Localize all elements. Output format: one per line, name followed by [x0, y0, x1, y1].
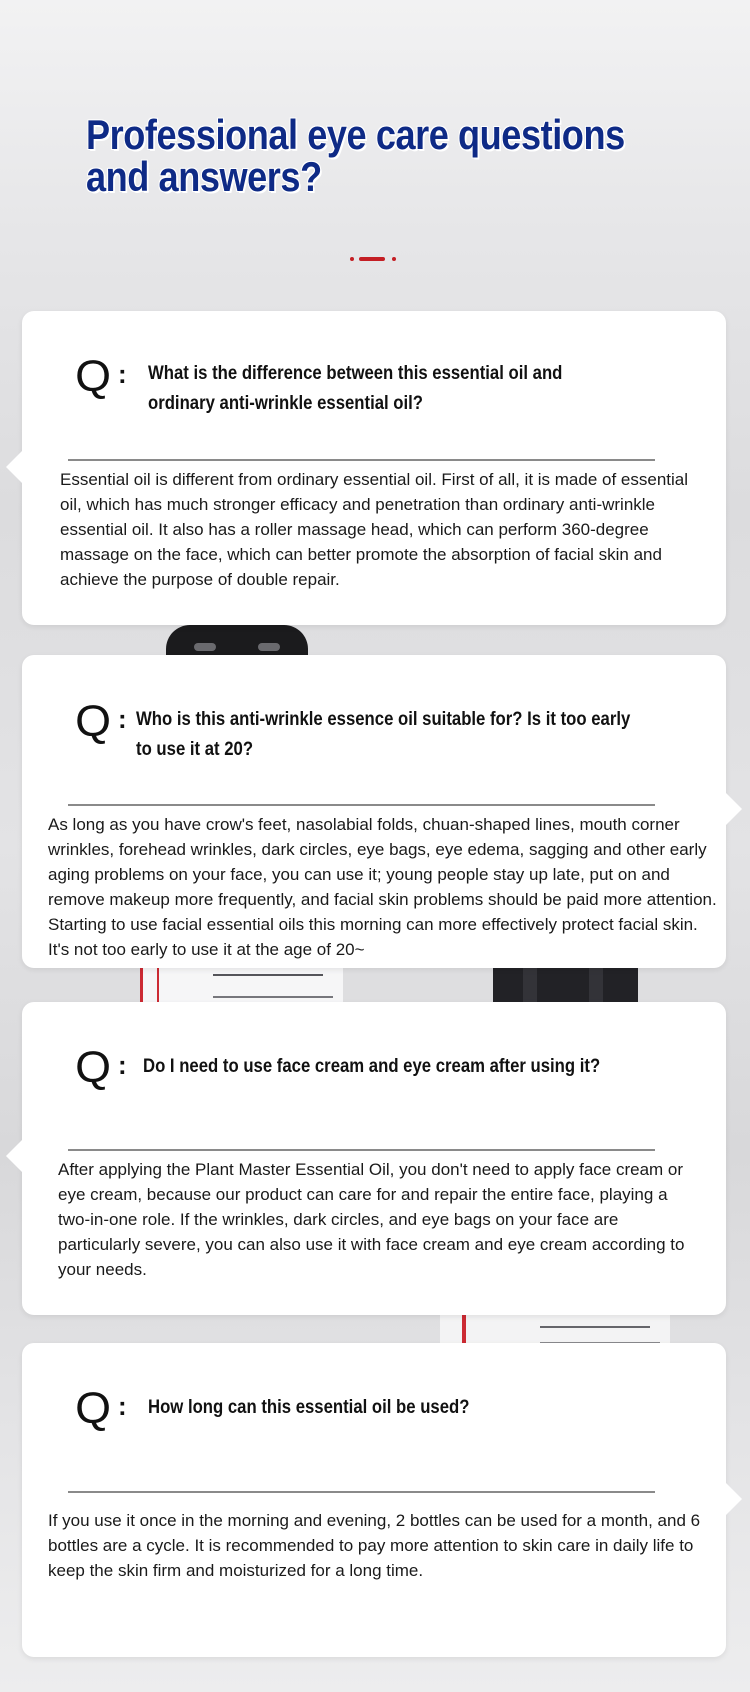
- card-pointer: [6, 451, 22, 483]
- q-icon: Q: [75, 1043, 112, 1092]
- q-colon: :: [118, 359, 127, 389]
- card-pointer: [6, 1140, 22, 1172]
- divider: [68, 1491, 655, 1493]
- answer-text: As long as you have crow's feet, nasolabial folds, chuan-shaped lines, mouth corner wrinkles, forehead wrinkles, dark circles, eye bags, eye edema, sagging and other early aging problems on your face, you can use it; young people stay up late, put on and remove makeup more frequently, and facial skin problems should be paid more attention. Starting to use facial essential oils this morning can more effectively protect facial skin. It's not too early to use it at the age of 20~: [48, 815, 717, 959]
- page-title: Professional eye care questions and answers?: [86, 111, 625, 200]
- divider: [68, 1149, 655, 1151]
- question-text: What is the difference between this essential oil and ordinary anti-wrinkle essential oil?: [148, 363, 563, 414]
- answer-text: After applying the Plant Master Essential Oil, you don't need to apply face cream or eye cream, because our product can care for and repair the entire face, playing a two-in-one role. If the wrinkles, dark circles, and eye bags on your face are particularly severe, you can also use it with face cream and eye cream according to your needs.: [58, 1160, 685, 1279]
- q-icon: Q: [75, 352, 112, 401]
- answer-text: Essential oil is different from ordinary essential oil. First of all, it is made of essential oil, which has much stronger efficacy and penetration than ordinary anti-wrinkle essential oil. It also has a roller massage head, which can perform 360-degree massage on the face, which can better promote the absorption of facial skin and achieve the purpose of double repair.: [60, 470, 689, 589]
- q-colon: :: [118, 1391, 127, 1421]
- title-divider: [350, 257, 396, 261]
- question-text: Who is this anti-wrinkle essence oil suitable for? Is it too early to use it at 20?: [136, 709, 631, 760]
- card-pointer: [726, 1483, 742, 1515]
- qa-card-1: [22, 311, 726, 625]
- answer-text: If you use it once in the morning and evening, 2 bottles can be used for a month, and 6 bottles are a cycle. It is recommended to pay more attention to skin care in daily life to keep the skin firm and moisturized for a long time.: [48, 1511, 701, 1580]
- qa-card-3: [22, 1002, 726, 1315]
- divider: [68, 459, 655, 461]
- qa-card-4: [22, 1343, 726, 1657]
- q-icon: Q: [75, 1384, 112, 1433]
- question-text: How long can this essential oil be used?: [148, 1397, 470, 1418]
- card-pointer: [726, 793, 742, 825]
- q-colon: :: [118, 704, 127, 734]
- q-icon: Q: [75, 697, 112, 746]
- divider: [68, 804, 655, 806]
- qa-card-2: [22, 655, 726, 968]
- q-colon: :: [118, 1050, 127, 1080]
- question-text: Do I need to use face cream and eye cream after using it?: [143, 1056, 601, 1077]
